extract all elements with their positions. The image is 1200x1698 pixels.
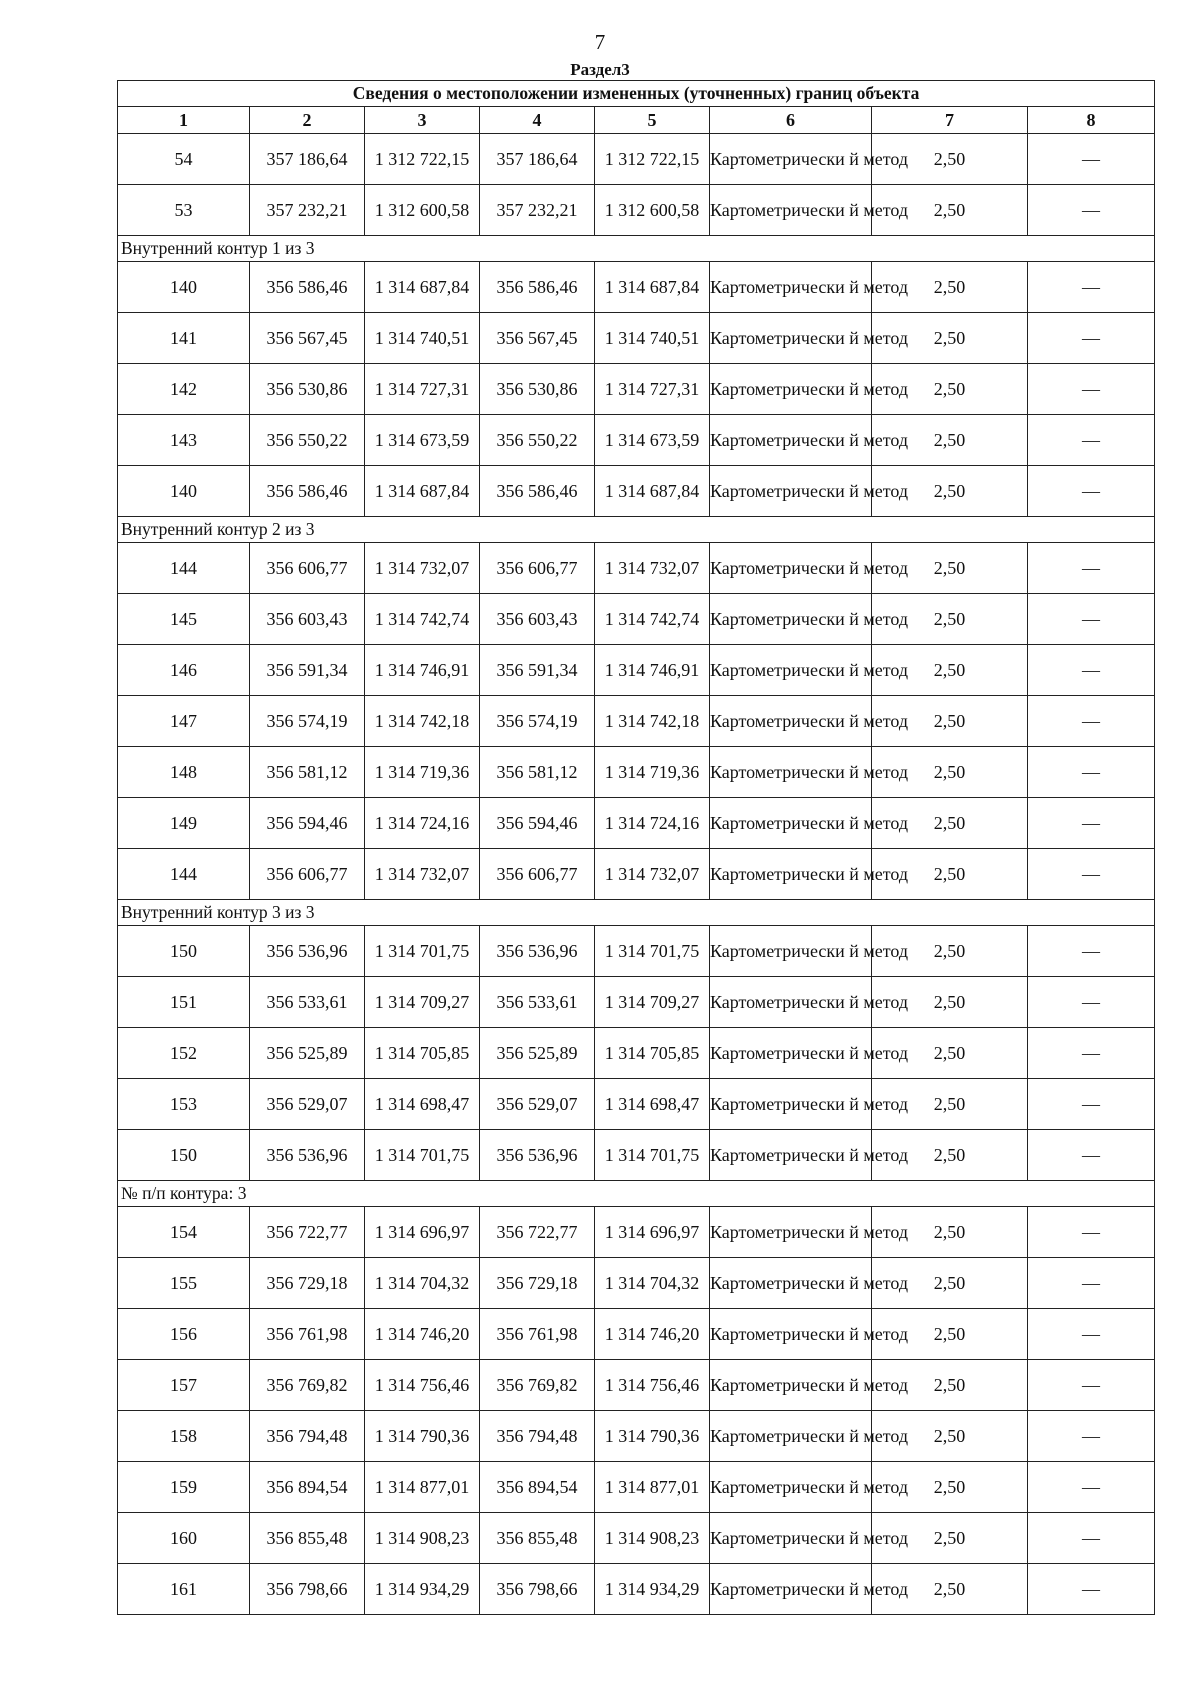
x-existing-cell: 356 567,45 (250, 313, 365, 364)
x-new-cell: 356 794,48 (480, 1411, 595, 1462)
y-new-cell: 1 314 704,32 (595, 1258, 710, 1309)
contour-group-label: Внутренний контур 1 из 3 (118, 236, 1155, 262)
description-cell: — (1028, 1079, 1155, 1130)
table-row (118, 747, 1155, 798)
method-cell: Картометрически й метод (710, 1360, 872, 1411)
accuracy-cell: 2,50 (872, 1079, 1028, 1130)
accuracy-cell: 2,50 (872, 645, 1028, 696)
method-cell: Картометрически й метод (710, 594, 872, 645)
y-existing-cell: 1 314 742,18 (365, 696, 480, 747)
description-cell: — (1028, 185, 1155, 236)
y-new-cell: 1 314 934,29 (595, 1564, 710, 1615)
table-row (118, 466, 1155, 517)
accuracy-cell: 2,50 (872, 594, 1028, 645)
method-cell: Картометрически й метод (710, 798, 872, 849)
page-number: 7 (594, 30, 606, 54)
y-existing-cell: 1 314 709,27 (365, 977, 480, 1028)
point-number-cell: 152 (118, 1028, 250, 1079)
method-cell: Картометрически й метод (710, 1462, 872, 1513)
x-existing-cell: 356 603,43 (250, 594, 365, 645)
x-existing-cell: 356 536,96 (250, 1130, 365, 1181)
x-existing-cell: 356 533,61 (250, 977, 365, 1028)
y-new-cell: 1 314 705,85 (595, 1028, 710, 1079)
column-number: 5 (595, 107, 710, 134)
method-cell: Картометрически й метод (710, 849, 872, 900)
x-existing-cell: 356 591,34 (250, 645, 365, 696)
table-row (118, 262, 1155, 313)
column-number: 8 (1028, 107, 1155, 134)
accuracy-cell: 2,50 (872, 1564, 1028, 1615)
point-number-cell: 144 (118, 543, 250, 594)
x-new-cell: 356 533,61 (480, 977, 595, 1028)
method-cell: Картометрически й метод (710, 313, 872, 364)
y-existing-cell: 1 314 719,36 (365, 747, 480, 798)
method-cell: Картометрически й метод (710, 1028, 872, 1079)
x-new-cell: 356 722,77 (480, 1207, 595, 1258)
x-existing-cell: 356 794,48 (250, 1411, 365, 1462)
table-row (118, 849, 1155, 900)
y-new-cell: 1 314 732,07 (595, 543, 710, 594)
method-cell: Картометрически й метод (710, 1207, 872, 1258)
point-number-cell: 151 (118, 977, 250, 1028)
x-new-cell: 356 529,07 (480, 1079, 595, 1130)
point-number-cell: 161 (118, 1564, 250, 1615)
y-new-cell: 1 314 790,36 (595, 1411, 710, 1462)
table-row (118, 364, 1155, 415)
table-row (118, 926, 1155, 977)
x-new-cell: 356 586,46 (480, 466, 595, 517)
y-existing-cell: 1 312 722,15 (365, 134, 480, 185)
point-number-cell: 145 (118, 594, 250, 645)
method-cell: Картометрически й метод (710, 1411, 872, 1462)
x-existing-cell: 356 798,66 (250, 1564, 365, 1615)
y-new-cell: 1 314 698,47 (595, 1079, 710, 1130)
table-row (118, 645, 1155, 696)
description-cell: — (1028, 849, 1155, 900)
table-row (118, 1411, 1155, 1462)
y-existing-cell: 1 314 687,84 (365, 466, 480, 517)
description-cell: — (1028, 364, 1155, 415)
x-new-cell: 357 186,64 (480, 134, 595, 185)
y-new-cell: 1 314 908,23 (595, 1513, 710, 1564)
table-row (118, 1207, 1155, 1258)
accuracy-cell: 2,50 (872, 1258, 1028, 1309)
accuracy-cell: 2,50 (872, 1411, 1028, 1462)
x-existing-cell: 356 729,18 (250, 1258, 365, 1309)
y-new-cell: 1 314 742,74 (595, 594, 710, 645)
x-existing-cell: 356 606,77 (250, 849, 365, 900)
y-new-cell: 1 314 732,07 (595, 849, 710, 900)
y-existing-cell: 1 314 746,91 (365, 645, 480, 696)
y-new-cell: 1 314 727,31 (595, 364, 710, 415)
description-cell: — (1028, 926, 1155, 977)
x-new-cell: 356 855,48 (480, 1513, 595, 1564)
contour-group-row (118, 1181, 1155, 1207)
accuracy-cell: 2,50 (872, 1513, 1028, 1564)
x-new-cell: 356 567,45 (480, 313, 595, 364)
y-existing-cell: 1 314 727,31 (365, 364, 480, 415)
point-number-cell: 150 (118, 926, 250, 977)
description-cell: — (1028, 1360, 1155, 1411)
description-cell: — (1028, 1411, 1155, 1462)
accuracy-cell: 2,50 (872, 185, 1028, 236)
point-number-cell: 155 (118, 1258, 250, 1309)
column-number: 2 (250, 107, 365, 134)
contour-group-label: № п/п контура: 3 (118, 1181, 1155, 1207)
description-cell: — (1028, 1462, 1155, 1513)
method-cell: Картометрически й метод (710, 977, 872, 1028)
method-cell: Картометрически й метод (710, 747, 872, 798)
accuracy-cell: 2,50 (872, 134, 1028, 185)
column-number: 3 (365, 107, 480, 134)
contour-group-label: Внутренний контур 3 из 3 (118, 900, 1155, 926)
accuracy-cell: 2,50 (872, 696, 1028, 747)
point-number-cell: 142 (118, 364, 250, 415)
description-cell: — (1028, 313, 1155, 364)
y-new-cell: 1 314 746,91 (595, 645, 710, 696)
x-existing-cell: 356 574,19 (250, 696, 365, 747)
column-number: 1 (118, 107, 250, 134)
x-existing-cell: 356 855,48 (250, 1513, 365, 1564)
method-cell: Картометрически й метод (710, 1079, 872, 1130)
table-row (118, 1513, 1155, 1564)
point-number-cell: 140 (118, 262, 250, 313)
point-number-cell: 144 (118, 849, 250, 900)
y-new-cell: 1 314 742,18 (595, 696, 710, 747)
method-cell: Картометрически й метод (710, 262, 872, 313)
method-cell: Картометрически й метод (710, 645, 872, 696)
method-cell: Картометрически й метод (710, 926, 872, 977)
x-existing-cell: 356 586,46 (250, 262, 365, 313)
method-cell: Картометрически й метод (710, 185, 872, 236)
accuracy-cell: 2,50 (872, 543, 1028, 594)
point-number-cell: 148 (118, 747, 250, 798)
y-existing-cell: 1 314 701,75 (365, 926, 480, 977)
y-new-cell: 1 314 701,75 (595, 1130, 710, 1181)
table-row (118, 1028, 1155, 1079)
description-cell: — (1028, 798, 1155, 849)
x-existing-cell: 356 586,46 (250, 466, 365, 517)
table-row (118, 1360, 1155, 1411)
y-existing-cell: 1 314 704,32 (365, 1258, 480, 1309)
description-cell: — (1028, 262, 1155, 313)
column-number-row (118, 107, 1155, 134)
x-existing-cell: 356 769,82 (250, 1360, 365, 1411)
accuracy-cell: 2,50 (872, 1309, 1028, 1360)
x-new-cell: 356 606,77 (480, 543, 595, 594)
y-existing-cell: 1 312 600,58 (365, 185, 480, 236)
description-cell: — (1028, 977, 1155, 1028)
y-existing-cell: 1 314 732,07 (365, 849, 480, 900)
x-existing-cell: 356 550,22 (250, 415, 365, 466)
table-row (118, 1079, 1155, 1130)
y-existing-cell: 1 314 673,59 (365, 415, 480, 466)
description-cell: — (1028, 1564, 1155, 1615)
x-new-cell: 356 525,89 (480, 1028, 595, 1079)
x-new-cell: 356 594,46 (480, 798, 595, 849)
section-title: Раздел3 (570, 60, 630, 79)
table-row (118, 543, 1155, 594)
y-new-cell: 1 314 740,51 (595, 313, 710, 364)
y-new-cell: 1 314 687,84 (595, 262, 710, 313)
accuracy-cell: 2,50 (872, 313, 1028, 364)
x-existing-cell: 356 529,07 (250, 1079, 365, 1130)
y-new-cell: 1 314 701,75 (595, 926, 710, 977)
point-number-cell: 157 (118, 1360, 250, 1411)
description-cell: — (1028, 1258, 1155, 1309)
y-new-cell: 1 314 696,97 (595, 1207, 710, 1258)
y-existing-cell: 1 314 740,51 (365, 313, 480, 364)
y-new-cell: 1 314 687,84 (595, 466, 710, 517)
x-new-cell: 356 586,46 (480, 262, 595, 313)
column-number: 4 (480, 107, 595, 134)
table-body (118, 134, 1155, 1615)
description-cell: — (1028, 466, 1155, 517)
table-row (118, 1258, 1155, 1309)
table-row (118, 1309, 1155, 1360)
method-cell: Картометрически й метод (710, 415, 872, 466)
point-number-cell: 143 (118, 415, 250, 466)
method-cell: Картометрически й метод (710, 1258, 872, 1309)
y-existing-cell: 1 314 877,01 (365, 1462, 480, 1513)
x-new-cell: 356 536,96 (480, 926, 595, 977)
accuracy-cell: 2,50 (872, 1028, 1028, 1079)
point-number-cell: 140 (118, 466, 250, 517)
table-row (118, 798, 1155, 849)
x-existing-cell: 356 894,54 (250, 1462, 365, 1513)
y-existing-cell: 1 314 742,74 (365, 594, 480, 645)
table-row (118, 415, 1155, 466)
x-new-cell: 356 769,82 (480, 1360, 595, 1411)
description-cell: — (1028, 1513, 1155, 1564)
accuracy-cell: 2,50 (872, 1462, 1028, 1513)
column-number: 6 (710, 107, 872, 134)
accuracy-cell: 2,50 (872, 1360, 1028, 1411)
x-existing-cell: 357 232,21 (250, 185, 365, 236)
y-new-cell: 1 314 673,59 (595, 415, 710, 466)
x-new-cell: 356 894,54 (480, 1462, 595, 1513)
y-existing-cell: 1 314 698,47 (365, 1079, 480, 1130)
method-cell: Картометрически й метод (710, 466, 872, 517)
y-new-cell: 1 314 724,16 (595, 798, 710, 849)
y-existing-cell: 1 314 705,85 (365, 1028, 480, 1079)
point-number-cell: 156 (118, 1309, 250, 1360)
y-existing-cell: 1 314 908,23 (365, 1513, 480, 1564)
y-new-cell: 1 314 877,01 (595, 1462, 710, 1513)
accuracy-cell: 2,50 (872, 798, 1028, 849)
x-existing-cell: 356 722,77 (250, 1207, 365, 1258)
contour-group-row (118, 900, 1155, 926)
description-cell: — (1028, 543, 1155, 594)
point-number-cell: 54 (118, 134, 250, 185)
point-number-cell: 150 (118, 1130, 250, 1181)
table-row (118, 185, 1155, 236)
method-cell: Картометрически й метод (710, 1513, 872, 1564)
description-cell: — (1028, 747, 1155, 798)
y-existing-cell: 1 314 790,36 (365, 1411, 480, 1462)
x-new-cell: 356 591,34 (480, 645, 595, 696)
x-existing-cell: 356 525,89 (250, 1028, 365, 1079)
description-cell: — (1028, 1207, 1155, 1258)
point-number-cell: 146 (118, 645, 250, 696)
x-new-cell: 357 232,21 (480, 185, 595, 236)
table-row (118, 594, 1155, 645)
table-title: Сведения о местоположении измененных (уточненных) границ объекта (118, 81, 1155, 107)
y-existing-cell: 1 314 934,29 (365, 1564, 480, 1615)
table-row (118, 1462, 1155, 1513)
accuracy-cell: 2,50 (872, 415, 1028, 466)
y-new-cell: 1 314 709,27 (595, 977, 710, 1028)
method-cell: Картометрически й метод (710, 1130, 872, 1181)
y-existing-cell: 1 314 701,75 (365, 1130, 480, 1181)
y-new-cell: 1 314 756,46 (595, 1360, 710, 1411)
accuracy-cell: 2,50 (872, 1130, 1028, 1181)
point-number-cell: 149 (118, 798, 250, 849)
y-new-cell: 1 312 722,15 (595, 134, 710, 185)
x-new-cell: 356 530,86 (480, 364, 595, 415)
table-row (118, 1130, 1155, 1181)
accuracy-cell: 2,50 (872, 1207, 1028, 1258)
x-new-cell: 356 536,96 (480, 1130, 595, 1181)
y-existing-cell: 1 314 756,46 (365, 1360, 480, 1411)
point-number-cell: 159 (118, 1462, 250, 1513)
method-cell: Картометрически й метод (710, 1309, 872, 1360)
coordinates-table (117, 80, 1155, 1615)
x-new-cell: 356 550,22 (480, 415, 595, 466)
accuracy-cell: 2,50 (872, 466, 1028, 517)
method-cell: Картометрически й метод (710, 134, 872, 185)
x-existing-cell: 357 186,64 (250, 134, 365, 185)
point-number-cell: 141 (118, 313, 250, 364)
contour-group-label: Внутренний контур 2 из 3 (118, 517, 1155, 543)
description-cell: — (1028, 645, 1155, 696)
x-existing-cell: 356 581,12 (250, 747, 365, 798)
point-number-cell: 153 (118, 1079, 250, 1130)
x-new-cell: 356 574,19 (480, 696, 595, 747)
x-new-cell: 356 581,12 (480, 747, 595, 798)
description-cell: — (1028, 134, 1155, 185)
y-new-cell: 1 312 600,58 (595, 185, 710, 236)
accuracy-cell: 2,50 (872, 262, 1028, 313)
accuracy-cell: 2,50 (872, 849, 1028, 900)
y-existing-cell: 1 314 732,07 (365, 543, 480, 594)
description-cell: — (1028, 594, 1155, 645)
x-new-cell: 356 729,18 (480, 1258, 595, 1309)
x-existing-cell: 356 530,86 (250, 364, 365, 415)
point-number-cell: 53 (118, 185, 250, 236)
point-number-cell: 154 (118, 1207, 250, 1258)
point-number-cell: 147 (118, 696, 250, 747)
x-new-cell: 356 603,43 (480, 594, 595, 645)
method-cell: Картометрически й метод (710, 696, 872, 747)
x-existing-cell: 356 761,98 (250, 1309, 365, 1360)
accuracy-cell: 2,50 (872, 977, 1028, 1028)
point-number-cell: 158 (118, 1411, 250, 1462)
method-cell: Картометрически й метод (710, 1564, 872, 1615)
description-cell: — (1028, 1309, 1155, 1360)
y-existing-cell: 1 314 724,16 (365, 798, 480, 849)
table-row (118, 313, 1155, 364)
x-existing-cell: 356 536,96 (250, 926, 365, 977)
table-row (118, 134, 1155, 185)
y-existing-cell: 1 314 746,20 (365, 1309, 480, 1360)
y-existing-cell: 1 314 696,97 (365, 1207, 480, 1258)
contour-group-row (118, 517, 1155, 543)
x-existing-cell: 356 594,46 (250, 798, 365, 849)
y-existing-cell: 1 314 687,84 (365, 262, 480, 313)
description-cell: — (1028, 415, 1155, 466)
accuracy-cell: 2,50 (872, 926, 1028, 977)
table-row (118, 977, 1155, 1028)
description-cell: — (1028, 1028, 1155, 1079)
x-existing-cell: 356 606,77 (250, 543, 365, 594)
point-number-cell: 160 (118, 1513, 250, 1564)
y-new-cell: 1 314 746,20 (595, 1309, 710, 1360)
description-cell: — (1028, 1130, 1155, 1181)
accuracy-cell: 2,50 (872, 747, 1028, 798)
table-row (118, 1564, 1155, 1615)
y-new-cell: 1 314 719,36 (595, 747, 710, 798)
column-number: 7 (872, 107, 1028, 134)
x-new-cell: 356 761,98 (480, 1309, 595, 1360)
method-cell: Картометрически й метод (710, 543, 872, 594)
accuracy-cell: 2,50 (872, 364, 1028, 415)
x-new-cell: 356 606,77 (480, 849, 595, 900)
table-row (118, 696, 1155, 747)
method-cell: Картометрически й метод (710, 364, 872, 415)
x-new-cell: 356 798,66 (480, 1564, 595, 1615)
contour-group-row (118, 236, 1155, 262)
description-cell: — (1028, 696, 1155, 747)
